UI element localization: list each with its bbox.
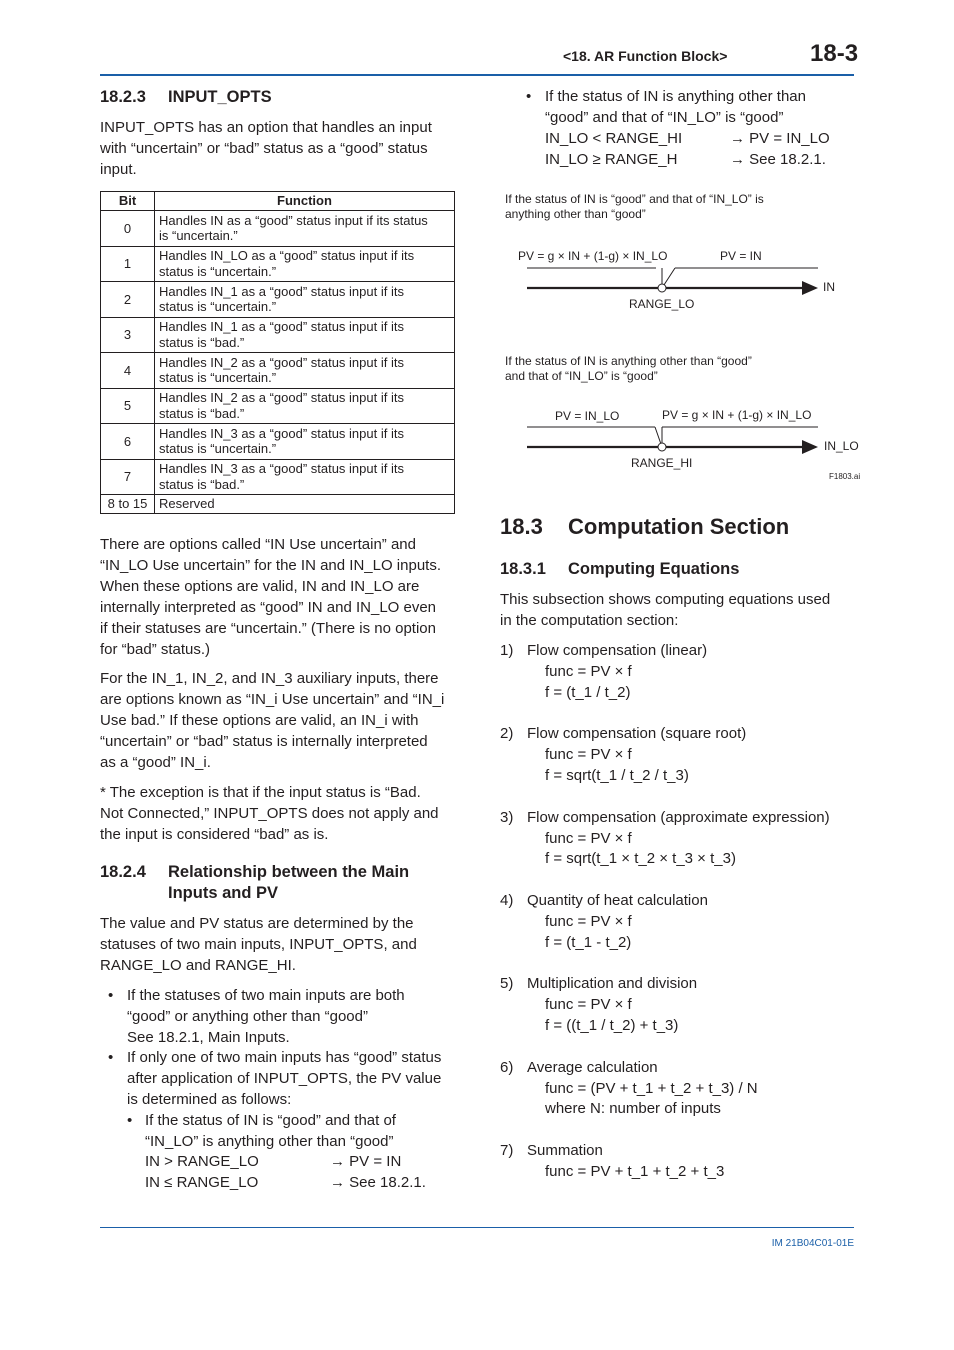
cell-line: is “uncertain.”	[159, 228, 238, 244]
text-line: after application of INPUT_OPTS, the PV value	[127, 1070, 442, 1087]
auxiliary-inputs-paragraph	[100, 668, 456, 773]
diagram-label: PV = g × IN + (1-g) × IN_LO	[518, 249, 668, 263]
text-line: See 18.2.1, Main Inputs.	[127, 1029, 290, 1046]
bit-cell: 7	[101, 459, 155, 495]
bit-cell: 8 to 15	[101, 495, 155, 514]
text-line: RANGE_LO and RANGE_HI.	[100, 957, 296, 974]
bit-cell: 6	[101, 424, 155, 460]
bit-cell: 4	[101, 353, 155, 389]
input-opts-table	[100, 191, 455, 514]
section-title: Computing Equations	[568, 560, 740, 578]
column-header-function: Function	[155, 192, 455, 211]
table-row	[101, 495, 455, 514]
text-line: are options known as “IN_i Use uncertain” and “IN_i	[100, 691, 445, 708]
text-line: with “uncertain” or “bad” status as a “good” status	[100, 140, 428, 157]
diagram-label: PV = IN	[720, 249, 762, 263]
equation: f = sqrt(t_1 / t_2 / t_3)	[545, 767, 689, 784]
equations-intro	[500, 589, 854, 631]
item-name: Flow compensation (linear)	[527, 642, 708, 659]
document-id: IM 21B04C01-01E	[771, 1238, 854, 1249]
function-cell	[155, 282, 455, 318]
text-line: If the status of IN is anything other than	[545, 88, 806, 105]
result-text: → See 18.2.1.	[730, 151, 826, 168]
bullet-item	[127, 1047, 457, 1110]
function-cell	[155, 388, 455, 424]
cell-line: Handles IN_3 as a “good” status input if its	[159, 461, 404, 477]
table-row	[101, 388, 455, 424]
text-line: “IN_LO” is anything other than “good”	[145, 1133, 394, 1150]
table-row	[101, 282, 455, 318]
axis-arrowhead	[802, 281, 818, 295]
input-opts-table-wrap	[100, 191, 455, 514]
item-number: 3)	[500, 809, 514, 826]
equation: f = sqrt(t_1 × t_2 × t_3 × t_3)	[545, 850, 736, 867]
function-cell	[155, 459, 455, 495]
diagram-label: PV = IN_LO	[555, 409, 620, 423]
equation: func = PV × f	[545, 996, 632, 1013]
item-name: Summation	[527, 1142, 603, 1159]
threshold-marker	[658, 284, 666, 292]
item-number: 1)	[500, 642, 514, 659]
function-cell	[155, 211, 455, 247]
diagram-label: PV = g × IN + (1-g) × IN_LO	[662, 408, 812, 422]
equation: f = (t_1 - t_2)	[545, 934, 632, 951]
text-line: is determined as follows:	[127, 1091, 292, 1108]
function-cell	[155, 246, 455, 282]
text-line: in the computation section:	[500, 612, 679, 629]
bullet-dot: •	[526, 88, 532, 105]
item-number: 6)	[500, 1059, 514, 1076]
cell-line: status is “bad.”	[159, 334, 245, 350]
text-line: the input is considered “bad” as is.	[100, 826, 329, 843]
text-line: The value and PV status are determined by the	[100, 915, 414, 932]
function-cell	[155, 317, 455, 353]
function-cell	[155, 353, 455, 389]
section-number: 18.2.3	[100, 88, 146, 106]
cell-line: status is “uncertain.”	[159, 299, 277, 315]
condition-text: IN_LO ≥ RANGE_H	[545, 151, 678, 168]
caption-line: If the status of IN is anything other than “good”	[505, 354, 752, 368]
text-line: For the IN_1, IN_2, and IN_3 auxiliary inputs, there	[100, 670, 439, 687]
table-row	[101, 246, 455, 282]
table-row	[101, 317, 455, 353]
bit-cell: 0	[101, 211, 155, 247]
text-line: If the statuses of two main inputs are both	[127, 987, 405, 1004]
caption-line: anything other than “good”	[505, 207, 646, 221]
bit-cell: 1	[101, 246, 155, 282]
threshold-marker	[658, 443, 666, 451]
axis-label: IN_LO	[824, 439, 859, 453]
result-text: → See 18.2.1.	[330, 1174, 426, 1191]
text-line: Not Connected,” INPUT_OPTS does not apply and	[100, 805, 439, 822]
section-title-line: Inputs and PV	[168, 884, 279, 902]
result-text: → PV = IN	[330, 1153, 402, 1170]
caption-line: and that of “IN_LO” is “good”	[505, 369, 658, 383]
text-line: * The exception is that if the input status is “Bad.	[100, 784, 421, 801]
pv-diagram	[500, 240, 854, 480]
axis-arrowhead	[802, 440, 818, 454]
column-header-bit: Bit	[101, 192, 155, 211]
cell-line: Handles IN_1 as a “good” status input if its	[159, 283, 404, 299]
table-row	[101, 211, 455, 247]
section-heading-18-2-4	[100, 862, 456, 904]
equation: func = PV × f	[545, 830, 632, 847]
text-line: “good” and that of “IN_LO” is “good”	[545, 109, 784, 126]
text-line: If the status of IN is “good” and that of	[145, 1112, 396, 1129]
bit-cell: 5	[101, 388, 155, 424]
cell-line: Handles IN_LO as a “good” status input if its	[159, 248, 415, 264]
text-line: When these options are valid, IN and IN_LO are	[100, 578, 420, 595]
condition-text: IN ≤ RANGE_LO	[145, 1174, 259, 1191]
cell-line: status is “uncertain.”	[159, 263, 277, 279]
threshold-label: RANGE_LO	[629, 297, 695, 311]
text-line: input.	[100, 161, 137, 178]
section-number: 18.3	[500, 514, 543, 539]
bullet-item	[127, 985, 457, 1048]
equation: f = ((t_1 / t_2) + t_3)	[545, 1017, 679, 1034]
running-header: <18. AR Function Block>	[563, 48, 728, 64]
table-row	[101, 459, 455, 495]
text-line: “uncertain” or “bad” status is internally interpreted	[100, 733, 428, 750]
table-row	[101, 353, 455, 389]
section-title: Computation Section	[568, 514, 790, 539]
item-name: Multiplication and division	[527, 975, 698, 992]
bullet-dot: •	[127, 1112, 133, 1129]
cell-line: status is “bad.”	[159, 476, 245, 492]
equation: func = PV × f	[545, 913, 632, 930]
text-line: There are options called “IN Use uncertain” and	[100, 536, 416, 553]
bit-cell: 3	[101, 317, 155, 353]
item-name: Flow compensation (approximate expression)	[527, 809, 830, 826]
text-line: as a “good” IN_i.	[100, 754, 211, 771]
cell-line: status is “bad.”	[159, 405, 245, 421]
figure-id: F1803.ai	[829, 472, 861, 481]
axis-label: IN	[823, 280, 835, 294]
text-line: INPUT_OPTS has an option that handles an input	[100, 119, 432, 136]
item-number: 4)	[500, 892, 514, 909]
bit-cell: 2	[101, 282, 155, 318]
condition-text: IN_LO < RANGE_HI	[545, 130, 683, 147]
text-line: if their statuses are “uncertain.” (There is no option	[100, 620, 436, 637]
function-cell	[155, 424, 455, 460]
cell-line: Handles IN_3 as a “good” status input if its	[159, 425, 404, 441]
section-number: 18.3.1	[500, 560, 546, 578]
item-name: Flow compensation (square root)	[527, 725, 747, 742]
equation: func = PV × f	[545, 663, 632, 680]
cell-line: status is “uncertain.”	[159, 441, 277, 457]
text-line: for “bad” status.)	[100, 641, 211, 658]
item-name: Quantity of heat calculation	[527, 892, 708, 909]
bullet-dot: •	[108, 987, 114, 1004]
sub-bullet-item	[545, 86, 855, 128]
table-row	[101, 424, 455, 460]
section-heading-18-3	[500, 514, 854, 540]
item-number: 2)	[500, 725, 514, 742]
equation: func = PV + t_1 + t_2 + t_3	[545, 1163, 725, 1180]
header-rule	[100, 74, 854, 76]
text-line: If only one of two main inputs has “good” status	[127, 1049, 442, 1066]
text-line: “good” or anything other than “good”	[127, 1008, 368, 1025]
text-line: statuses of two main inputs, INPUT_OPTS, and	[100, 936, 417, 953]
cell-line: Handles IN_1 as a “good” status input if its	[159, 319, 404, 335]
item-number: 5)	[500, 975, 514, 992]
caption-line: If the status of IN is “good” and that of “IN_LO” is	[505, 192, 764, 206]
item-number: 7)	[500, 1142, 514, 1159]
equation: func = (PV + t_1 + t_2 + t_3) / N	[545, 1080, 758, 1097]
cell-line: Handles IN_2 as a “good” status input if its	[159, 390, 404, 406]
main-inputs-intro	[100, 913, 456, 976]
bullet-dot: •	[108, 1049, 114, 1066]
page-number: 18-3	[810, 40, 859, 67]
cell-line: Handles IN as a “good” status input if its status	[159, 212, 428, 228]
section-number: 18.2.4	[100, 863, 146, 881]
table-header-row	[101, 192, 455, 211]
condition-text: IN > RANGE_LO	[145, 1153, 259, 1170]
input-opts-intro	[100, 117, 456, 180]
exception-note	[100, 782, 456, 845]
section-title: INPUT_OPTS	[168, 88, 272, 106]
figure-caption	[505, 192, 845, 222]
threshold-label: RANGE_HI	[631, 456, 693, 470]
text-line: internally interpreted as “good” IN and IN_LO even	[100, 599, 437, 616]
result-text: → PV = IN_LO	[730, 130, 830, 147]
section-heading-18-2-3	[100, 87, 456, 108]
equation: func = PV × f	[545, 746, 632, 763]
text-line: Use bad.” If these options are valid, an IN_i with	[100, 712, 419, 729]
footer-rule	[100, 1227, 854, 1228]
equation: f = (t_1 / t_2)	[545, 684, 631, 701]
cell-line: status is “uncertain.”	[159, 370, 277, 386]
equation: where N: number of inputs	[545, 1100, 721, 1117]
uncertain-options-paragraph	[100, 534, 456, 660]
sub-bullet-item	[145, 1110, 457, 1152]
cell-line: Handles IN_2 as a “good” status input if its	[159, 354, 404, 370]
function-cell: Reserved	[155, 495, 455, 514]
section-heading-18-3-1	[500, 559, 854, 580]
section-title-line: Relationship between the Main	[168, 863, 410, 881]
text-line: “IN_LO Use uncertain” for the IN and IN_LO inputs.	[100, 557, 441, 574]
item-name: Average calculation	[527, 1059, 658, 1076]
text-line: This subsection shows computing equations used	[500, 591, 831, 608]
